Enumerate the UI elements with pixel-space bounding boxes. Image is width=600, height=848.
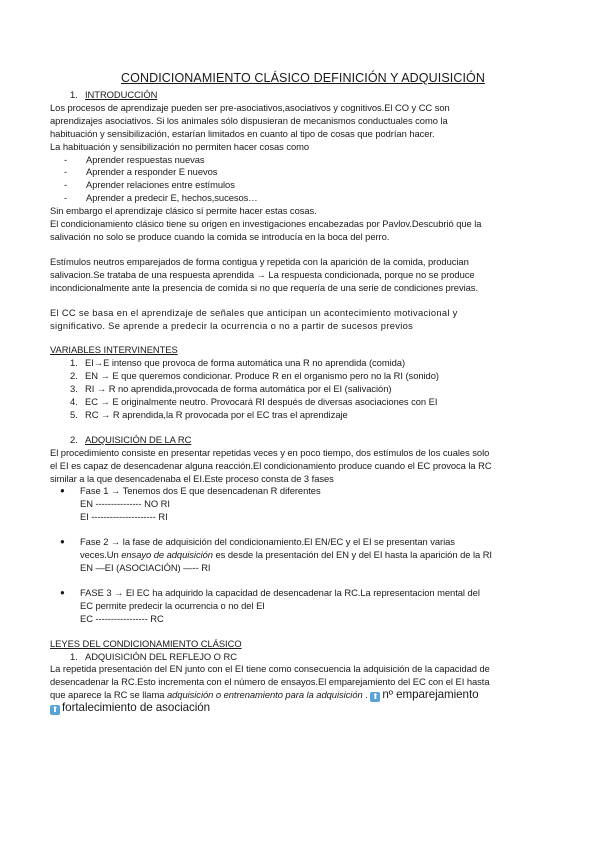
fase-3-item <box>50 587 556 626</box>
section-title: ADQUISICIÓN DE LA RC <box>85 433 192 445</box>
paragraph-line: significativo. Se aprende a predecir la ocurrencia o no a partir de sucesos previos <box>50 319 414 331</box>
variable-number: 1. <box>70 357 78 369</box>
italic-term: adquisición o entrenamiento para la adquisición <box>166 689 363 701</box>
variable-number: 2. <box>70 370 78 382</box>
section-number: 2. <box>70 433 78 445</box>
paragraph-line <box>50 702 556 715</box>
dash-marker: - <box>64 153 68 165</box>
dash-item <box>50 179 556 192</box>
dash-item-text: Aprender respuestas nuevas <box>86 153 205 165</box>
paragraph-line: El procedimiento consiste en presentar repetidas veces y en poco tiempo, dos estímulos de los cuales solo <box>50 446 490 458</box>
dash-item <box>50 192 556 205</box>
fase-2-item <box>50 536 556 575</box>
paragraph-line: La repetida presentación del EN junto con el EI tiene como consecuencia la adquisición de la capacidad de <box>50 663 490 675</box>
leyes-subheading <box>50 651 556 664</box>
arrow-up-icon: ⬆ <box>51 705 59 715</box>
section-introduccion-heading <box>50 89 556 102</box>
variable-text: EI→E intenso que provoca de forma automática una R no aprendida (comida) <box>85 357 406 369</box>
paragraph-line: El CC se basa en el aprendizaje de señales que anticipan un acontecimiento motivacional y <box>50 306 458 318</box>
fase-diagram-line: EN --------------- NO RI <box>80 498 170 510</box>
paragraph-line: Sin embargo el aprendizaje clásico sí permite hacer estas cosas. <box>50 205 317 217</box>
variable-text: EN → E que queremos condicionar. Produce R en el organismo pero no la RI (sonido) <box>85 370 439 382</box>
paragraph-line: salivación no solo se produce cuando la comida se introducía en la boca del perro. <box>50 230 390 242</box>
intro-line: aprendizajes asociativos. Si los animales sólo dispusieran de mecanismos conductuales como la <box>50 114 448 126</box>
text-run: . <box>362 689 371 701</box>
variable-number: 3. <box>70 383 78 395</box>
document-page <box>50 70 556 715</box>
fase-diagram-line: EN —EI (ASOCIACIÓN) —-- RI <box>80 562 211 573</box>
variable-number: 4. <box>70 396 78 408</box>
fase-1-item <box>50 485 556 524</box>
intro-line: Los procesos de aprendizaje pueden ser pre-asociativos,asociativos y cognitivos.El CO y CC son <box>50 101 450 113</box>
dash-item <box>50 154 556 167</box>
arrow-up-icon: ⬆ <box>372 692 379 702</box>
dash-item-text: Aprender a predecir E, hechos,sucesos… <box>86 192 258 204</box>
text-run: que aparece la RC se llama <box>50 689 167 701</box>
variable-item <box>50 357 556 370</box>
dash-item-text: Aprender relaciones entre estímulos <box>86 179 235 191</box>
text-run: es desde la presentación del EN y del EI hasta la aparición de la RI <box>212 549 492 561</box>
fase-text: FASE 3 → El EC ha adquirido la capacidad de desencadenar la RC.La representacion mental del <box>80 586 480 598</box>
fase-text <box>80 549 556 562</box>
dash-marker: - <box>64 179 68 191</box>
document-title: CONDICIONAMIENTO CLÁSICO DEFINICIÓN Y ADQUISICIÓN <box>121 71 485 85</box>
paragraph-line: salivacion.Se trataba de una respuesta aprendida → La respuesta condicionada, porque no se produce <box>50 268 475 280</box>
section-number: 1. <box>70 89 78 100</box>
variable-item <box>50 383 556 396</box>
text-run: nº emparejamiento <box>382 688 479 702</box>
variable-item <box>50 396 556 409</box>
fase-diagram-line: EI --------------------- RI <box>80 511 168 523</box>
paragraph-line: incondicionalmente ante la presencia de comida si no que requería de una serie de condiciones previas. <box>50 281 478 293</box>
text-run: veces.Un <box>80 549 122 561</box>
paragraph-line: El condicionamiento clásico tiene su origen en investigaciones encabezadas por Pavlov.Descubrió que la <box>50 218 482 230</box>
dash-item <box>50 166 556 179</box>
variable-text: RC → R aprendida,la R provocada por el EC tras el aprendizaje <box>85 408 348 420</box>
fase-text: EC permite predecir la ocurrencia o no del EI <box>80 599 265 611</box>
dash-marker: - <box>64 166 68 178</box>
dash-marker: - <box>64 192 68 204</box>
intro-line: La habituación y sensibilización no permiten hacer cosas como <box>50 140 310 152</box>
paragraph-line: Estímulos neutros emparejados de forma contigua y repetida con la aparición de la comida, producian <box>50 255 469 267</box>
bullet-marker: ● <box>60 587 65 597</box>
section-title: ADQUISICIÓN DEL REFLEJO O RC <box>85 650 237 662</box>
paragraph-line: similar a la que desencadenaba el EI.Este proceso consta de 3 fases <box>50 472 334 484</box>
bullet-marker: ● <box>60 537 65 547</box>
section-title: INTRODUCCIÓN <box>85 89 158 100</box>
variable-text: RI → R no aprendida,provocada de forma automática por el EI (salivación) <box>85 383 392 395</box>
leyes-heading: LEYES DEL CONDICIONAMIENTO CLÁSICO <box>50 637 242 649</box>
variable-item <box>50 409 556 422</box>
paragraph-line: el EI es capaz de desencadenar alguna reacción.El condicionamiento produce cuando el EC provoca la RC <box>50 459 492 471</box>
bullet-marker: ● <box>60 486 65 496</box>
variables-heading: VARIABLES INTERVINENTES <box>50 344 178 356</box>
variable-number: 5. <box>70 408 78 420</box>
dash-item-text: Aprender a responder E nuevos <box>86 166 218 178</box>
section-adquisicion-heading <box>50 434 556 447</box>
text-run: fortalecimiento de asociación <box>62 701 211 715</box>
fase-diagram-line: EC ----------------- RC <box>80 612 164 624</box>
fase-text: Fase 2 → la fase de adquisición del condicionamiento.El EN/EC y el EI se presentan varias <box>80 536 455 548</box>
variable-text: EC → E originalmente neutro. Provocará RI después de diversas asociaciones con EI <box>85 396 438 408</box>
variable-item <box>50 370 556 383</box>
fase-text: Fase 1 → Tenemos dos E que desencadenan R diferentes <box>80 485 321 497</box>
paragraph-line: desencadenar la RC.Esto incrementa con el número de ensayos.El emparejamiento del EC con el EI hasta <box>50 676 490 688</box>
italic-term: ensayo de adquisición <box>121 549 213 561</box>
section-number: 1. <box>70 650 78 662</box>
intro-line: habituación y sensibilización, estarían limitados en cuanto al tipo de cosas que podrían hacer. <box>50 127 435 139</box>
